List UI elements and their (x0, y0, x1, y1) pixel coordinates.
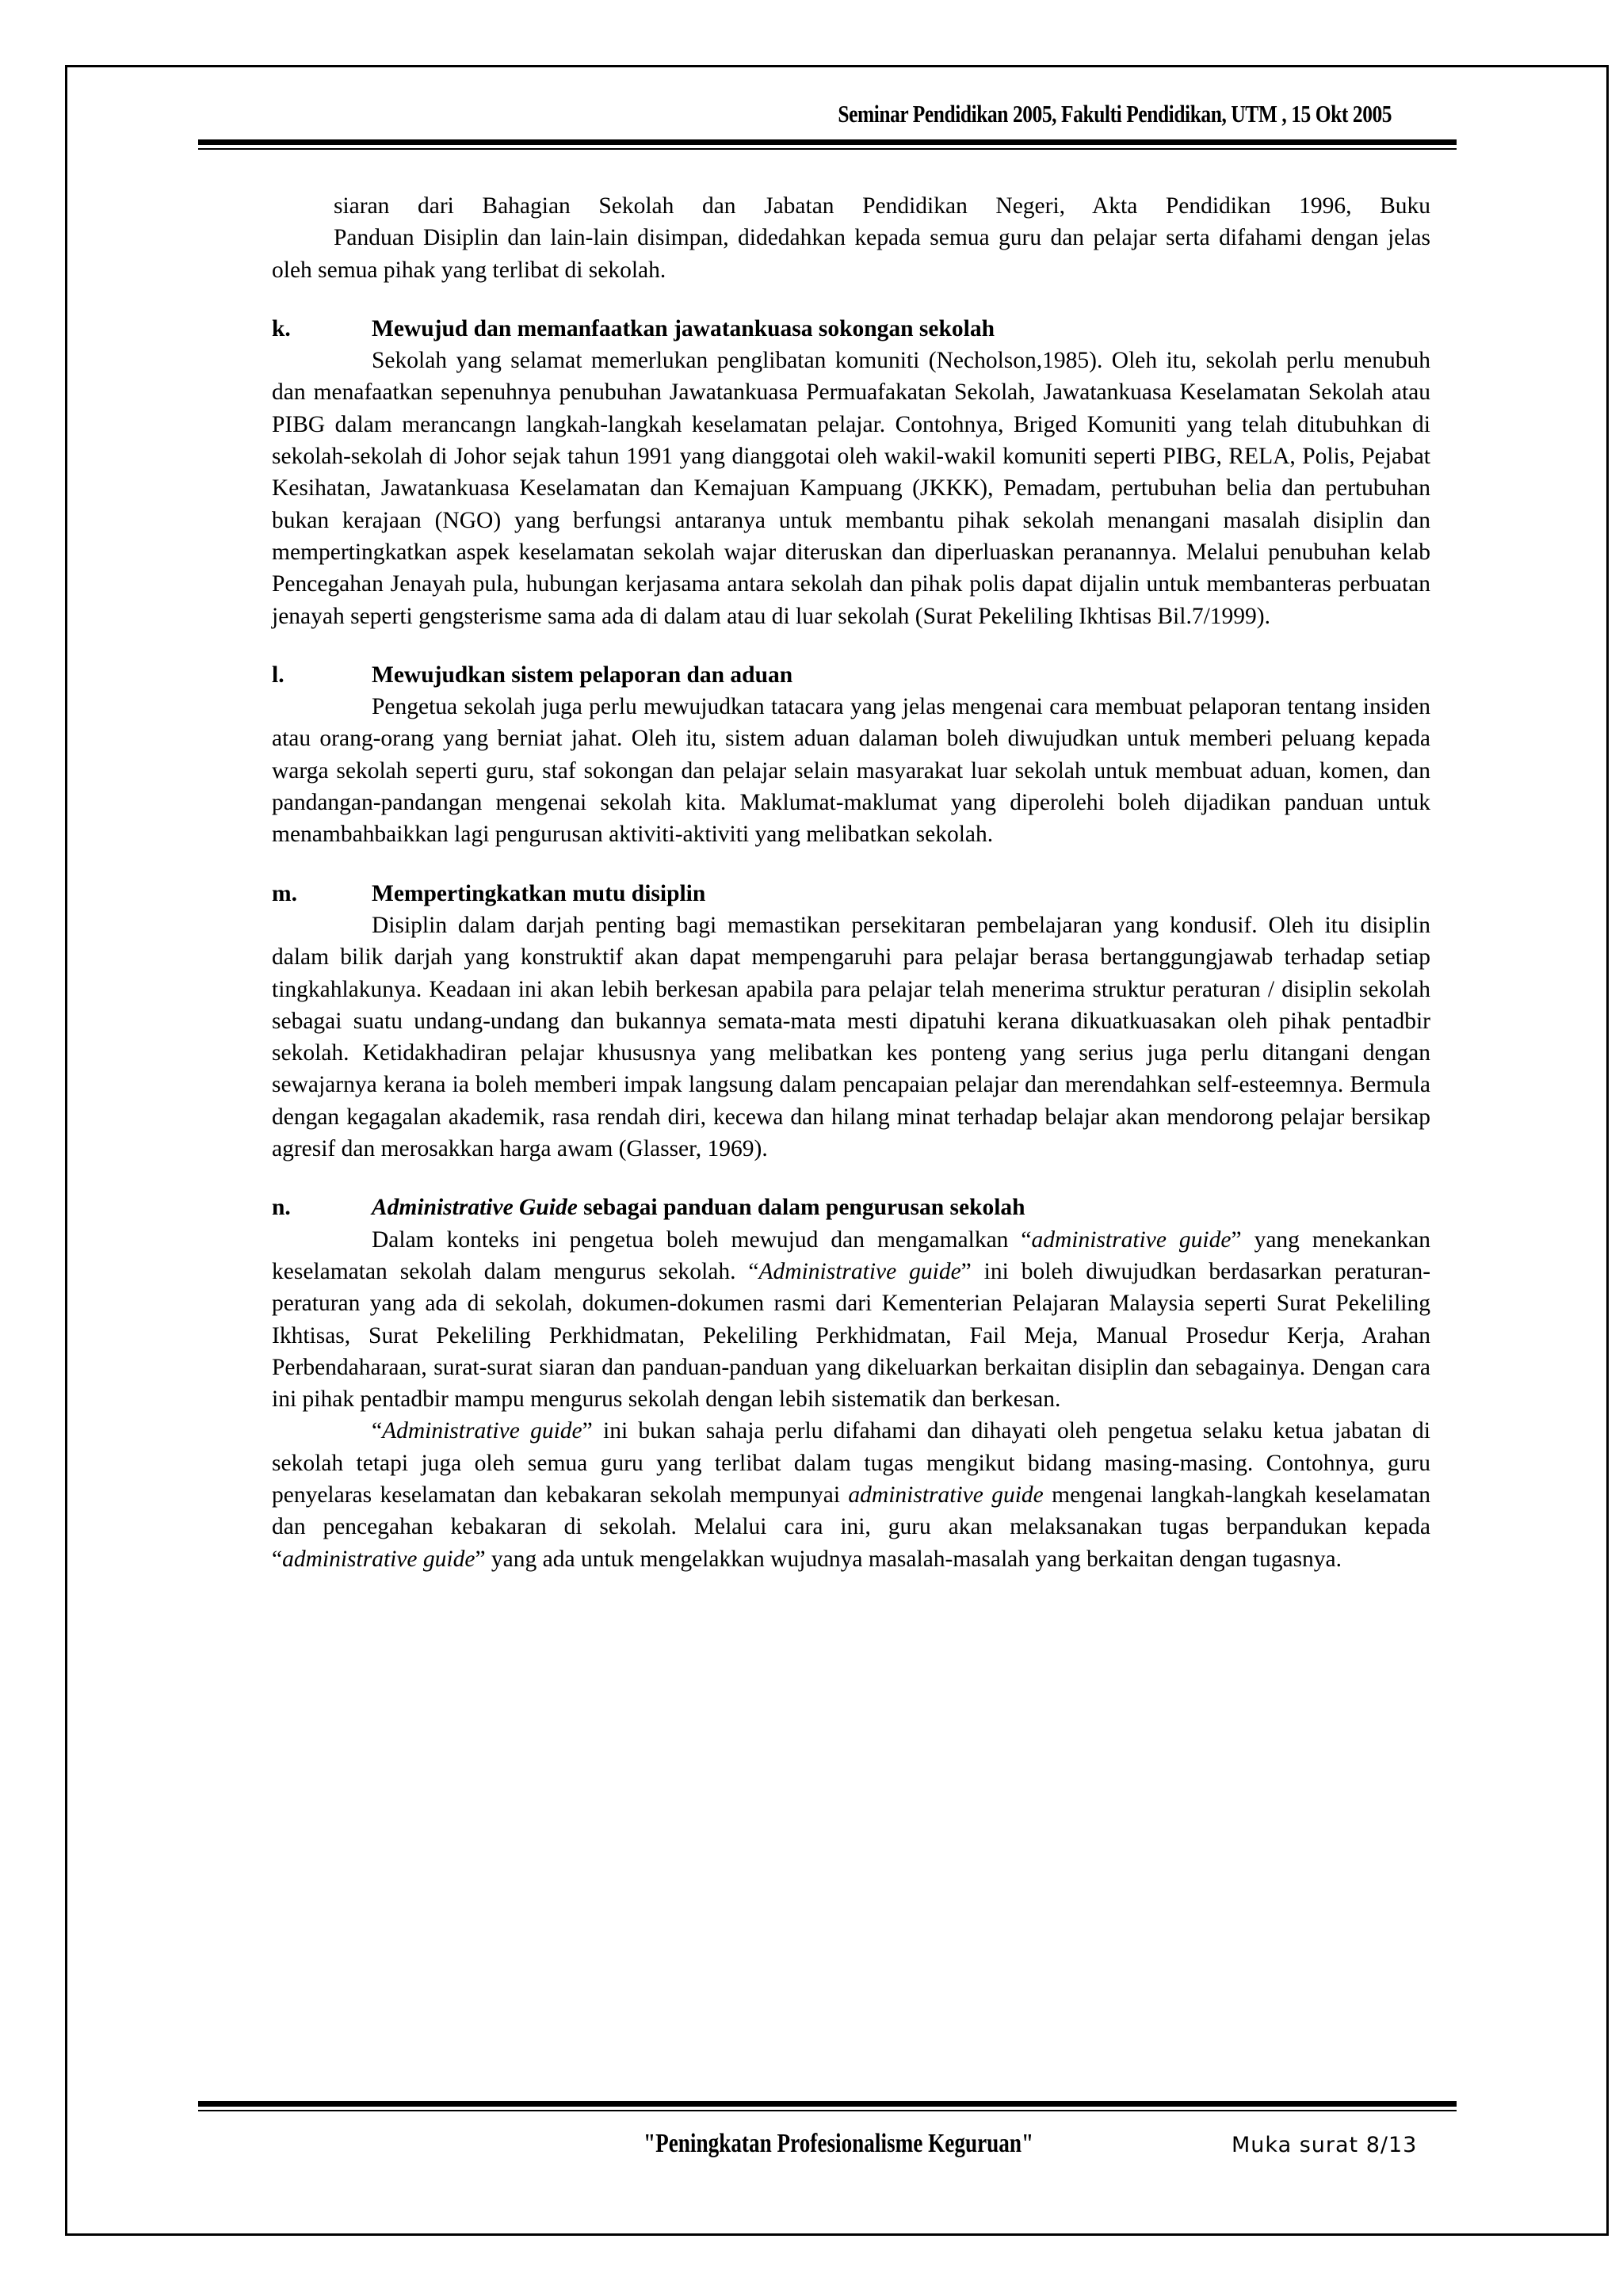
body-text: ” ini bukan sahaja perlu difahami dan dihayati oleh pengetua selaku ketua jabatan di sekolah tetapi juga oleh semua guru yang terlibat dalam tugas mengikut bidang masing-masing. Contohnya, guru penyelaras keselamatan dan kebakaran sekolah mempunyai (272, 1418, 1430, 1508)
body-italic: administrative guide (282, 1546, 475, 1572)
header-rule-thin (198, 148, 1457, 150)
section-title-italic: Administrative Guide (372, 1195, 578, 1221)
document-body (272, 190, 1430, 1575)
section-k (272, 313, 1430, 632)
intro-rest-text: Panduan Disiplin dan lain-lain disimpan, didedahkan kepada semua guru dan pelajar serta difahami dengan jelas oleh semua pihak yang terlibat di sekolah. (272, 225, 1430, 283)
footer-rule-thick (198, 2101, 1457, 2107)
section-title: Mewujudkan sistem pelaporan dan aduan (372, 662, 793, 688)
body-italic: Administrative guide (382, 1418, 582, 1444)
intro-line-1: siaran dari Bahagian Sekolah dan Jabatan Pendidikan Negeri, Akta Pendidikan 1996, Buku (334, 193, 1430, 219)
section-heading (272, 878, 1430, 910)
body-italic: administrative guide (1031, 1226, 1232, 1253)
body-text: “ (372, 1418, 383, 1444)
body-italic: administrative guide (848, 1482, 1044, 1508)
section-body (272, 1224, 1430, 1416)
section-title-rest: sebagai panduan dalam pengurusan sekolah (577, 1195, 1025, 1221)
body-italic: Administrative guide (758, 1258, 961, 1284)
body-text: Dalam konteks ini pengetua boleh mewujud dan mengamalkan “ (372, 1226, 1032, 1253)
section-m (272, 878, 1430, 1165)
section-title (372, 1192, 1430, 1223)
intro-rest (272, 225, 1430, 282)
section-body: Pengetua sekolah juga perlu mewujudkan tatacara yang jelas mengenai cara membuat pelaporan tentang insiden atau orang-orang yang berniat jahat. Oleh itu, sistem aduan dalaman boleh diwujudkan untuk memberi peluang kepada warga sekolah seperti guru, staf sokongan dan pelajar selain masyarakat luar sekolah untuk membuat aduan, komen, dan pandangan-pandangan mengenai sekolah kita. Maklumat-maklumat yang diperolehi boleh dijadikan panduan untuk menambahbaikkan lagi pengurusan aktiviti-aktiviti yang melibatkan sekolah. (272, 694, 1430, 848)
header-rule-thick (198, 139, 1457, 145)
section-heading (272, 313, 1430, 345)
section-title: Mewujud dan memanfaatkan jawatankuasa sokongan sekolah (372, 315, 995, 341)
section-heading (272, 1192, 1430, 1223)
section-body: Sekolah yang selamat memerlukan penglibatan komuniti (Necholson,1985). Oleh itu, sekolah perlu menubuh dan menafaatkan sepenuhnya penubuhan Jawatankuasa Permuafakatan Sekolah, Jawatankuasa Keselamatan Sekolah atau PIBG dalam merancangn langkah-langkah keselamatan pelajar. Contohnya, Briged Komuniti yang telah ditubuhkan di sekolah-sekolah di Johor sejak tahun 1991 yang dianggotai oleh wakil-wakil komuniti seperti PIBG, RELA, Polis, Pejabat Kesihatan, Jawatankuasa Keselamatan dan Kemajuan Kampuang (JKKK), Pemadam, pertubuhan belia dan pertubuhan bukan kerajaan (NGO) yang berfungsi antaranya untuk membantu pihak sekolah menangani masalah disiplin dan mempertingkatkan aspek keselamatan sekolah wajar diteruskan dan diperluaskan peranannya. Melalui penubuhan kelab Pencegahan Jenayah pula, hubungan kerjasama antara sekolah dan pihak polis dapat dijalin untuk membanteras perbuatan jenayah seperti gengsterisme sama ada di dalam atau di luar sekolah (Surat Pekeliling Ikhtisas Bil.7/1999). (272, 348, 1430, 629)
section-letter: l. (272, 662, 285, 688)
body-text: mengenai langkah-langkah keselamatan dan pencegahan kebakaran di sekolah. Melalui cara ini, guru akan melaksanakan tugas berpandukan kepada “ (272, 1482, 1430, 1572)
body-text: ” ini boleh diwujudkan berdasarkan peraturan-peraturan yang ada di sekolah, dokumen-dokumen rasmi dari Kementerian Pelajaran Malaysia seperti Surat Pekeliling Ikhtisas, Surat Pekeliling Perkhidmatan, Pekeliling Perkhidmatan, Fail Meja, Manual Prosedur Kerja, Arahan Perbendaharaan, surat-surat siaran dan panduan-panduan yang dikeluarkan berkaitan disiplin dan sebagainya. Dengan cara ini pihak pentadbir mampu mengurus sekolah dengan lebih sistematik dan berkesan. (272, 1258, 1431, 1413)
section-body: Disiplin dalam darjah penting bagi memastikan persekitaran pembelajaran yang kondusif. Oleh itu disiplin dalam bilik darjah yang konstruktif akan dapat mempengaruhi para pelajar berasa bertanggungjawab terhadap setiap tingkahlakunya. Keadaan ini akan lebih berkesan apabila para pelajar telah menerima struktur peraturan / disiplin sekolah sebagai suatu undang-undang dan bukannya semata-mata mesti dipatuhi kerana dikuatkuasakan oleh pihak pentadbir sekolah. Ketidakhadiran pelajar khususnya yang melibatkan kes ponteng yang serius juga perlu ditangani dengan sewajarnya kerana ia boleh memberi impak langsung dalam pencapaian pelajar dan merendahkan self-esteemnya. Bermula dengan kegagalan akademik, rasa rendah diri, kecewa dan hilang minat terhadap belajar akan mendorong pelajar bersikap agresif dan merosakkan harga awam (Glasser, 1969). (272, 912, 1430, 1162)
section-letter: n. (272, 1195, 291, 1221)
section-l (272, 659, 1430, 851)
footer-rule-thin (198, 2110, 1457, 2111)
footer-title: "Peningkatan Profesionalisme Keguruan" (643, 2129, 1034, 2158)
body-text: ” yang ada untuk mengelakkan wujudnya masalah-masalah yang berkaitan dengan tugasnya. (475, 1546, 1342, 1572)
body-text: ” yang menekankan keselamatan sekolah dalam mengurus sekolah. “ (272, 1226, 1430, 1284)
intro-paragraph (272, 190, 1430, 286)
section-title: Mempertingkatkan mutu disiplin (372, 880, 706, 906)
section-n (272, 1192, 1430, 1575)
section-n-paragraph-2 (272, 1415, 1430, 1574)
section-letter: k. (272, 315, 291, 341)
section-heading (272, 659, 1430, 691)
page-number: Muka surat 8/13 (1232, 2133, 1418, 2157)
section-letter: m. (272, 880, 297, 906)
header-title: Seminar Pendidikan 2005, Fakulti Pendidikan, UTM , 15 Okt 2005 (838, 100, 1392, 128)
